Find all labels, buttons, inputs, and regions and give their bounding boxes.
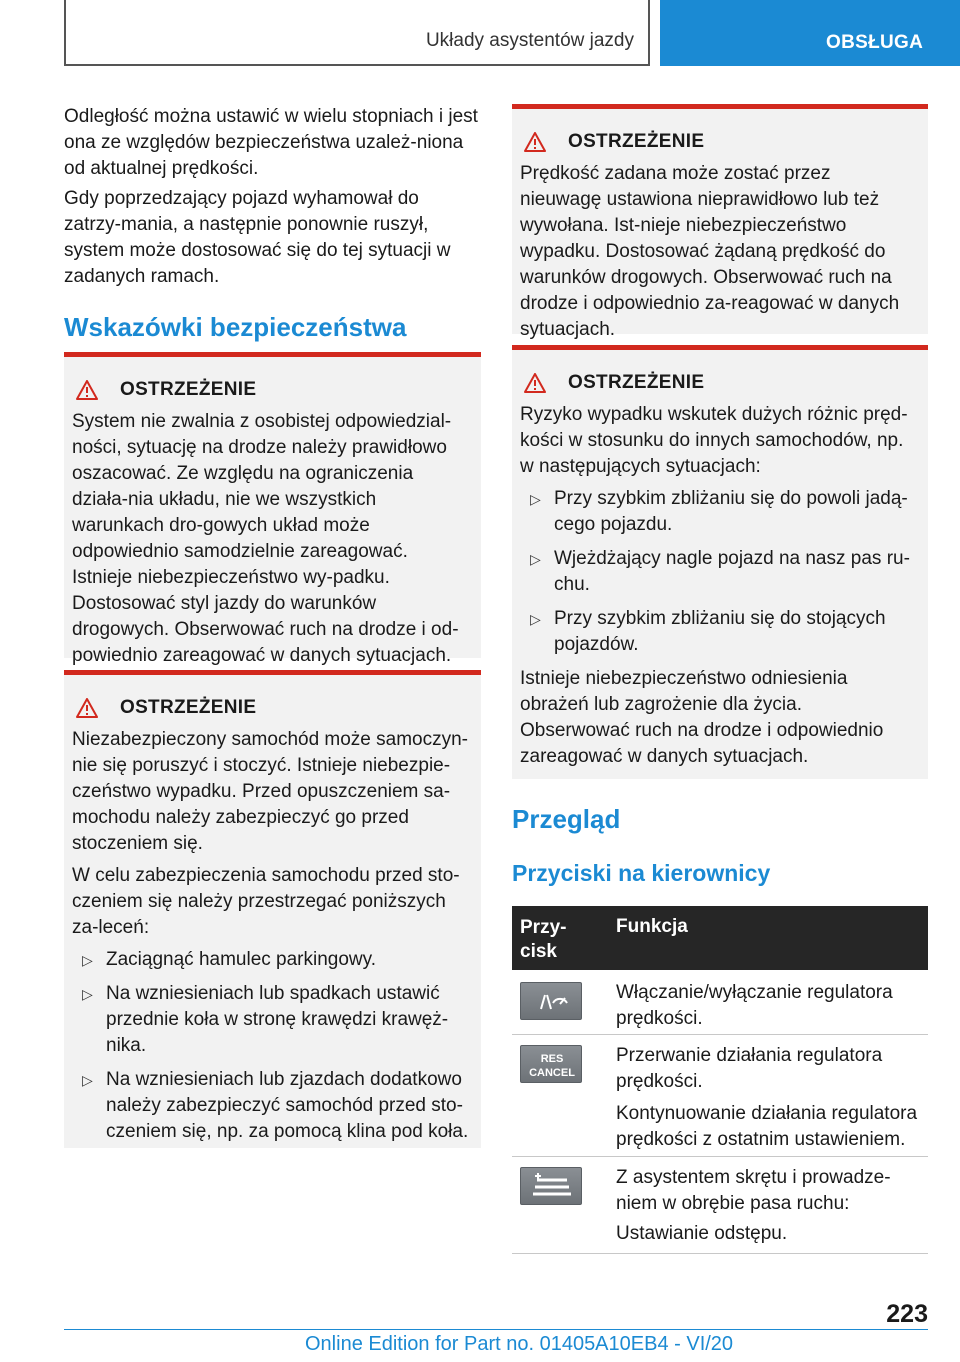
steering-buttons-heading: Przyciski na kierownicy <box>512 860 771 886</box>
warning-title: OSTRZEŻENIE <box>568 131 705 152</box>
list-item <box>72 981 469 1059</box>
buttons-table <box>512 906 928 1254</box>
list-item <box>520 486 916 538</box>
warning-triangle-icon <box>524 132 546 152</box>
list-item-text: Na wzniesieniach lub spadkach ustawić przednie koła w stronę krawędzi krawęż-nika. <box>106 983 449 1056</box>
cruise-control-icon <box>520 982 582 1020</box>
function-text: Włączanie/wyłączanie regulatora prędkości. <box>616 982 893 1029</box>
warning-triangle-icon <box>76 698 98 718</box>
warning-text: Ryzyko wypadku wskutek dużych różnic pręd-kości w stosunku do innych samochodów, np. w następujących sytuacjach: <box>520 404 908 477</box>
warning-box-3 <box>512 104 928 340</box>
function-text: Kontynuowanie działania regulatora prędkości z ostatnim ustawieniem. <box>616 1103 918 1150</box>
list-item <box>520 546 916 598</box>
cancel-label: CANCEL <box>529 1067 575 1079</box>
table-header <box>512 906 928 970</box>
bullet-icon: ▷ <box>530 491 541 507</box>
function-text: Ustawianie odstępu. <box>616 1223 788 1244</box>
header-chapter-box <box>660 0 960 66</box>
bullet-icon: ▷ <box>82 986 93 1002</box>
column-header-function: Funkcja <box>616 916 688 937</box>
warning-text: Istnieje niebezpieczeństwo odniesienia obrażeń lub zagrożenie dla życia. Obserwować ruch na drodze i odpowiednio zareagować w danych sytuacjach. <box>520 668 884 767</box>
column-header-button: Przy-cisk <box>520 917 567 962</box>
warning-triangle-icon <box>524 373 546 393</box>
warning-title: OSTRZEŻENIE <box>568 372 705 393</box>
list-item <box>520 606 916 658</box>
warning-text: Prędkość zadana może zostać przez nieuwagę ustawiona nieprawidłowo lub też wywołana. Ist-nieje niebezpieczeństwo wypadku. Dostosować żądaną prędkość do warunków drogowych. Obserwować ruch na drodze i odpowiednio za-reagować w danych sytuacjach. <box>520 163 900 340</box>
warning-text: W celu zabezpieczenia samochodu przed sto-czeniem się należy przestrzegać poniższych za-leceń: <box>72 865 460 938</box>
page-number: 223 <box>886 1300 928 1328</box>
list-item-text: Wjeżdżający nagle pojazd na nasz pas ru-chu. <box>554 548 910 595</box>
function-text: Przerwanie działania regulatora prędkości. <box>616 1045 883 1092</box>
edition-text: Online Edition for Part no. 01405A10EB4 - VI/20 <box>305 1333 734 1355</box>
warning-title: OSTRZEŻENIE <box>120 379 257 400</box>
warning-text: System nie zwalnia z osobistej odpowiedzial-ności, sytuację na drodze należy prawidłowo oszacować. Ze względu na ograniczenia działa-nia układu, nie we wszystkich warunkach dro-gowych układ może odpowiednio samodzielnie zareagować. Istnieje niebezpieczeństwo wy-padku. Dostosować styl jazdy do warunków drogowych. Obserwować ruch na drodze i od-powiednio zareagować w danych sytuacjach. <box>72 411 459 666</box>
list-item-text: Na wzniesieniach lub zjazdach dodatkowo należy zabezpieczyć samochód przed sto-czeniem się, np. za pomocą klina pod koła. <box>106 1069 469 1142</box>
list-item-text: Przy szybkim zbliżaniu się do powoli jadą-cego pojazdu. <box>554 488 908 535</box>
intro-paragraph-2: Gdy poprzedzający pojazd wyhamował do zatrzy-mania, a następnie ponownie ruszył, system może dostosować się do tej sytuacji w zadanych ramach. <box>64 188 451 287</box>
intro-paragraph-1: Odległość można ustawić w wielu stopniach i jest ona ze względów bezpieczeństwa uzależ-niona od aktualnej prędkości. <box>64 106 478 179</box>
list-item-text: Przy szybkim zbliżaniu się do stojących pojazdów. <box>554 608 886 655</box>
header-section-title: Układy asystentów jazdy <box>425 30 634 51</box>
res-cancel-icon <box>520 1045 582 1083</box>
bullet-icon: ▷ <box>82 1072 93 1088</box>
function-text: Z asystentem skrętu i prowadze-niem w obrębie pasa ruchu: <box>616 1167 891 1214</box>
table-row <box>512 1035 928 1157</box>
warning-text: Niezabezpieczony samochód może samoczyn-nie się poruszyć i stoczyć. Istnieje niebezpie-czeństwo wypadku. Przed opuszczeniem sa-mochodu należy zabezpieczyć go przed stoczeniem się. <box>72 729 469 854</box>
header-section-box <box>64 0 650 66</box>
res-label: RES <box>540 1053 564 1065</box>
header-chapter-title: OBSŁUGA <box>826 32 924 53</box>
warning-triangle-icon <box>76 380 98 400</box>
table-row <box>512 1157 928 1254</box>
table-row <box>512 970 928 1035</box>
bullet-icon: ▷ <box>530 611 541 627</box>
bullet-icon: ▷ <box>530 551 541 567</box>
list-item <box>72 1067 469 1145</box>
warning-box-2 <box>64 670 481 1148</box>
bullet-icon: ▷ <box>82 952 93 968</box>
list-item-text: Zaciągnąć hamulec parkingowy. <box>106 949 377 970</box>
warning-title: OSTRZEŻENIE <box>120 697 257 718</box>
list-item <box>72 947 469 973</box>
safety-heading: Wskazówki bezpieczeństwa <box>64 312 407 342</box>
lane-distance-icon <box>520 1167 582 1205</box>
footer-divider <box>64 1329 928 1330</box>
warning-box-1 <box>64 352 481 666</box>
warning-box-4 <box>512 345 928 779</box>
overview-heading: Przegląd <box>512 804 621 834</box>
